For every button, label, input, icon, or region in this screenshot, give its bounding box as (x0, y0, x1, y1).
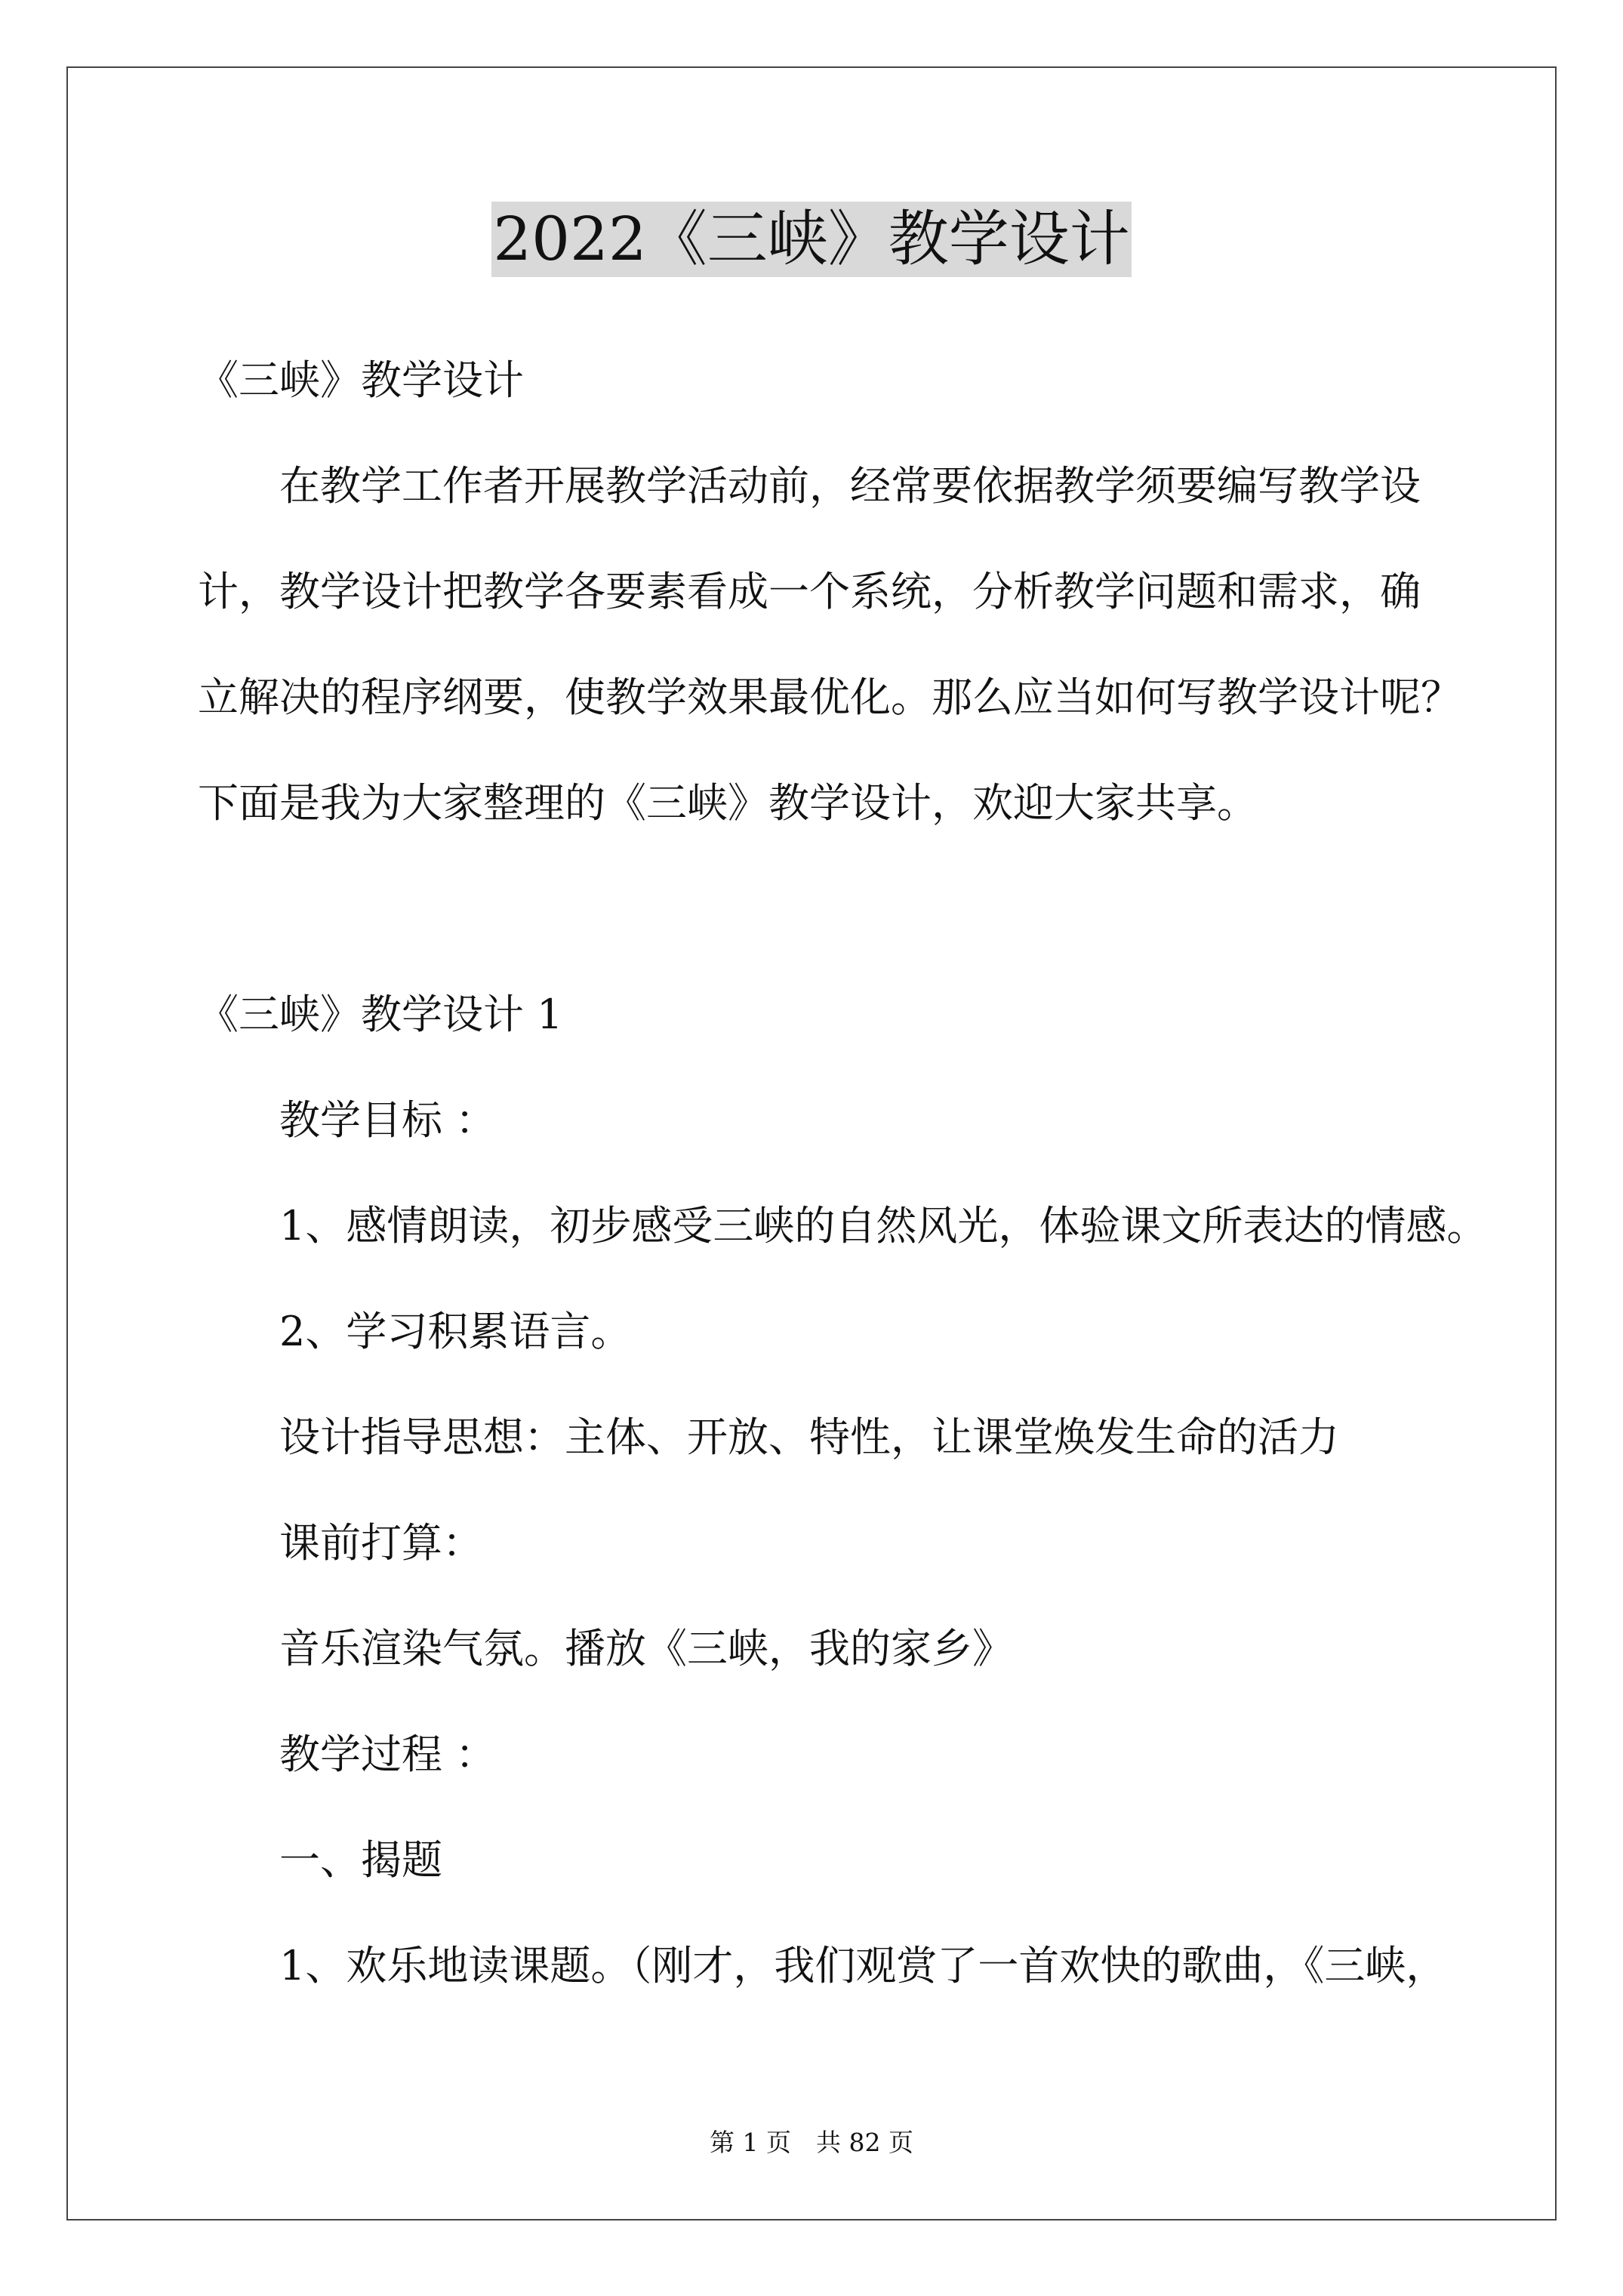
doc-title: 2022《三峡》教学设计 (491, 202, 1132, 277)
intro-line: 下面是我为大家整理的《三峡》教学设计，欢迎大家共享。 (198, 779, 1258, 827)
blank-line (198, 856, 1487, 962)
section-line: 一、揭题 (279, 1836, 442, 1884)
section-line: 教学过程 ： (279, 1730, 497, 1778)
section-heading: 《三峡》教学设计 1 (198, 991, 563, 1038)
section-line: 2、学习积累语言。 (279, 1308, 632, 1355)
doc-body (198, 328, 1487, 2019)
intro-line: 立解决的程序纲要，使教学效果最优化。那么应当如何写教学设计呢？ (198, 673, 1461, 721)
section-line: 1、感情朗读，初步感受三峡的自然风光，体验课文所表达的情感。 (279, 1202, 1488, 1250)
section-line: 1、欢乐地读课题。（刚才，我们观赏了一首欢快的歌曲，《三峡， (279, 1942, 1447, 1989)
section-line: 课前打算： (279, 1519, 483, 1567)
title-container (0, 202, 1623, 277)
page-footer: 第 1 页 共 82 页 (710, 2128, 913, 2157)
section-line: 教学目标 ： (279, 1096, 497, 1144)
intro-line: 在教学工作者开展教学活动前，经常要依据教学须要编写教学设 (279, 462, 1421, 510)
section-line: 音乐渲染气氛。播放《三峡，我的家乡》 (279, 1625, 1013, 1672)
intro-line: 计，教学设计把教学各要素看成一个系统，分析教学问题和需求，确 (198, 568, 1421, 615)
section-line: 设计指导思想：主体、开放、特性，让课堂焕发生命的活力 (279, 1413, 1339, 1461)
doc-heading: 《三峡》教学设计 (198, 356, 524, 404)
